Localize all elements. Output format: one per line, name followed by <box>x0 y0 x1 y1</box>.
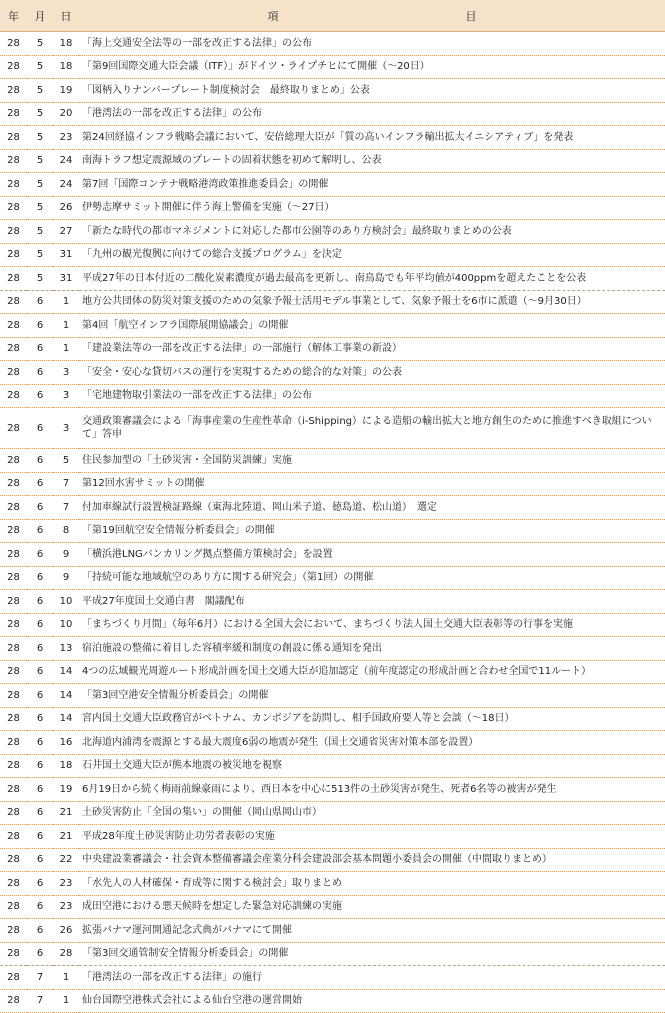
cell-item: 「港湾法の一部を改正する法律」の公布 <box>79 102 665 126</box>
cell-year: 28 <box>0 754 27 778</box>
cell-day: 1 <box>53 989 79 1013</box>
cell-year: 28 <box>0 408 27 449</box>
cell-day: 14 <box>53 660 79 684</box>
cell-day: 9 <box>53 566 79 590</box>
cell-month: 5 <box>27 149 53 173</box>
cell-month: 6 <box>27 660 53 684</box>
table-row <box>0 895 665 919</box>
cell-item: 成田空港における悪天候時を想定した緊急対応訓練の実施 <box>79 895 665 919</box>
table-row <box>0 173 665 197</box>
cell-item: 「第9回国際交通大臣会議（ITF）」がドイツ・ライプチヒにて開催（〜20日） <box>79 55 665 79</box>
cell-day: 18 <box>53 754 79 778</box>
cell-item: 「九州の観光復興に向けての総合支援プログラム」を決定 <box>79 243 665 267</box>
table-row <box>0 989 665 1013</box>
cell-year: 28 <box>0 196 27 220</box>
cell-year: 28 <box>0 895 27 919</box>
cell-month: 6 <box>27 384 53 408</box>
table-row <box>0 872 665 896</box>
cell-year: 28 <box>0 660 27 684</box>
cell-day: 28 <box>53 942 79 966</box>
table-row <box>0 314 665 338</box>
cell-day: 7 <box>53 496 79 520</box>
cell-month: 6 <box>27 613 53 637</box>
cell-year: 28 <box>0 149 27 173</box>
cell-item: 「宅地建物取引業法の一部を改正する法律」の公布 <box>79 384 665 408</box>
cell-month: 6 <box>27 290 53 314</box>
cell-year: 28 <box>0 919 27 943</box>
cell-day: 31 <box>53 267 79 291</box>
cell-item: 「まちづくり月間」（毎年6月）における全国大会において、まちづくり法人国土交通大臣表彰等の行事を実施 <box>79 613 665 637</box>
cell-day: 23 <box>53 872 79 896</box>
cell-day: 9 <box>53 543 79 567</box>
cell-item: 平成27年の日本付近の二酸化炭素濃度が過去最高を更新し、南鳥島でも年平均値が400ppmを超えたことを公表 <box>79 267 665 291</box>
cell-item: 宿泊施設の整備に着目した容積率緩和制度の創設に係る通知を発出 <box>79 637 665 661</box>
cell-item: 第4回「航空インフラ国際展開協議会」の開催 <box>79 314 665 338</box>
cell-month: 6 <box>27 895 53 919</box>
table-row <box>0 196 665 220</box>
cell-year: 28 <box>0 243 27 267</box>
cell-item: 拡張パナマ運河開通記念式典がパナマにて開催 <box>79 919 665 943</box>
cell-day: 3 <box>53 408 79 449</box>
cell-item: 石井国土交通大臣が熊本地震の被災地を視察 <box>79 754 665 778</box>
cell-item: 宮内国土交通大臣政務官がベトナム、カンボジアを訪問し、相手国政府要人等と会談（〜18日） <box>79 707 665 731</box>
cell-year: 28 <box>0 684 27 708</box>
cell-item: 「図柄入りナンバープレート制度検討会 最終取りまとめ」公表 <box>79 79 665 103</box>
cell-year: 28 <box>0 966 27 990</box>
cell-day: 3 <box>53 384 79 408</box>
cell-month: 6 <box>27 472 53 496</box>
table-row <box>0 825 665 849</box>
cell-month: 5 <box>27 32 53 56</box>
header-month: 月 <box>27 0 53 32</box>
cell-day: 23 <box>53 126 79 150</box>
table-row <box>0 267 665 291</box>
table-row <box>0 919 665 943</box>
cell-year: 28 <box>0 801 27 825</box>
cell-month: 6 <box>27 778 53 802</box>
cell-item: 付加車線試行設置検証路線（東海北陸道、岡山米子道、徳島道、松山道） 選定 <box>79 496 665 520</box>
cell-month: 6 <box>27 519 53 543</box>
cell-year: 28 <box>0 613 27 637</box>
cell-month: 5 <box>27 196 53 220</box>
table-row <box>0 102 665 126</box>
cell-month: 7 <box>27 989 53 1013</box>
cell-item: 土砂災害防止「全国の集い」の開催（岡山県岡山市） <box>79 801 665 825</box>
cell-day: 26 <box>53 919 79 943</box>
cell-year: 28 <box>0 825 27 849</box>
table-row <box>0 754 665 778</box>
cell-month: 5 <box>27 79 53 103</box>
cell-day: 23 <box>53 895 79 919</box>
cell-item: 第24回経協インフラ戦略会議において、安倍総理大臣が「質の高いインフラ輸出拡大イニシアティブ」を発表 <box>79 126 665 150</box>
cell-year: 28 <box>0 731 27 755</box>
cell-item: 「建設業法等の一部を改正する法律」の一部施行（解体工事業の新設） <box>79 337 665 361</box>
cell-day: 7 <box>53 472 79 496</box>
cell-month: 6 <box>27 566 53 590</box>
cell-item: 「第3回交通管制安全情報分析委員会」の開催 <box>79 942 665 966</box>
table-row <box>0 660 665 684</box>
cell-day: 22 <box>53 848 79 872</box>
cell-month: 5 <box>27 102 53 126</box>
table-row <box>0 590 665 614</box>
cell-item: 「横浜港LNGバンカリング拠点整備方策検討会」を設置 <box>79 543 665 567</box>
table-row <box>0 290 665 314</box>
cell-year: 28 <box>0 267 27 291</box>
table-row <box>0 637 665 661</box>
table-row <box>0 684 665 708</box>
cell-month: 6 <box>27 872 53 896</box>
cell-month: 6 <box>27 707 53 731</box>
cell-year: 28 <box>0 778 27 802</box>
table-row <box>0 848 665 872</box>
cell-month: 6 <box>27 801 53 825</box>
cell-year: 28 <box>0 337 27 361</box>
header-item: 項 目 <box>79 0 665 32</box>
cell-month: 5 <box>27 55 53 79</box>
cell-month: 6 <box>27 408 53 449</box>
cell-item: 「持続可能な地域航空のあり方に関する研究会」（第1回）の開催 <box>79 566 665 590</box>
cell-day: 19 <box>53 79 79 103</box>
cell-item: 仙台国際空港株式会社による仙台空港の運営開始 <box>79 989 665 1013</box>
table-row <box>0 337 665 361</box>
cell-day: 20 <box>53 102 79 126</box>
header-day: 日 <box>53 0 79 32</box>
cell-day: 3 <box>53 361 79 385</box>
table-header <box>0 0 665 32</box>
cell-day: 1 <box>53 290 79 314</box>
cell-item: 「水先人の人材確保・育成等に関する検討会」取りまとめ <box>79 872 665 896</box>
cell-day: 21 <box>53 825 79 849</box>
cell-month: 6 <box>27 314 53 338</box>
cell-year: 28 <box>0 872 27 896</box>
cell-month: 6 <box>27 754 53 778</box>
cell-year: 28 <box>0 566 27 590</box>
table-row <box>0 496 665 520</box>
cell-day: 10 <box>53 590 79 614</box>
cell-day: 26 <box>53 196 79 220</box>
cell-month: 6 <box>27 942 53 966</box>
cell-month: 7 <box>27 966 53 990</box>
table-row <box>0 384 665 408</box>
table-row <box>0 32 665 56</box>
cell-month: 6 <box>27 543 53 567</box>
cell-day: 13 <box>53 637 79 661</box>
cell-day: 5 <box>53 449 79 473</box>
cell-month: 6 <box>27 590 53 614</box>
table-row <box>0 472 665 496</box>
cell-year: 28 <box>0 361 27 385</box>
header-year: 年 <box>0 0 27 32</box>
cell-year: 28 <box>0 79 27 103</box>
table-row <box>0 707 665 731</box>
cell-month: 6 <box>27 637 53 661</box>
cell-year: 28 <box>0 848 27 872</box>
cell-day: 14 <box>53 684 79 708</box>
cell-day: 16 <box>53 731 79 755</box>
table-row <box>0 149 665 173</box>
cell-year: 28 <box>0 290 27 314</box>
cell-month: 5 <box>27 267 53 291</box>
cell-month: 6 <box>27 496 53 520</box>
cell-day: 1 <box>53 337 79 361</box>
cell-day: 18 <box>53 32 79 56</box>
table-row <box>0 220 665 244</box>
cell-day: 10 <box>53 613 79 637</box>
cell-item: 伊勢志摩サミット開催に伴う海上警備を実施（〜27日） <box>79 196 665 220</box>
cell-year: 28 <box>0 590 27 614</box>
cell-item: 「港湾法の一部を改正する法律」の施行 <box>79 966 665 990</box>
cell-day: 8 <box>53 519 79 543</box>
cell-month: 5 <box>27 243 53 267</box>
cell-item: 平成27年度国土交通白書 閣議配布 <box>79 590 665 614</box>
cell-item: 4つの広域観光周遊ルート形成計画を国土交通大臣が追加認定（前年度認定の形成計画と合わせ全国で11ルート） <box>79 660 665 684</box>
table-row <box>0 778 665 802</box>
cell-year: 28 <box>0 102 27 126</box>
cell-year: 28 <box>0 220 27 244</box>
cell-year: 28 <box>0 637 27 661</box>
cell-item: 「海上交通安全法等の一部を改正する法律」の公布 <box>79 32 665 56</box>
cell-item: 平成28年度土砂災害防止功労者表彰の実施 <box>79 825 665 849</box>
table-row <box>0 966 665 990</box>
cell-year: 28 <box>0 543 27 567</box>
cell-day: 31 <box>53 243 79 267</box>
cell-item: 第12回水害サミットの開催 <box>79 472 665 496</box>
cell-month: 6 <box>27 848 53 872</box>
cell-year: 28 <box>0 314 27 338</box>
table-row <box>0 243 665 267</box>
table-row <box>0 613 665 637</box>
cell-day: 19 <box>53 778 79 802</box>
cell-month: 6 <box>27 919 53 943</box>
cell-day: 18 <box>53 55 79 79</box>
cell-day: 14 <box>53 707 79 731</box>
cell-month: 6 <box>27 731 53 755</box>
cell-day: 27 <box>53 220 79 244</box>
table-row <box>0 801 665 825</box>
cell-month: 6 <box>27 337 53 361</box>
cell-item: 中央建設業審議会・社会資本整備審議会産業分科会建設部会基本問題小委員会の開催（中間取りまとめ） <box>79 848 665 872</box>
cell-year: 28 <box>0 496 27 520</box>
cell-month: 6 <box>27 449 53 473</box>
cell-month: 6 <box>27 825 53 849</box>
table-row <box>0 408 665 449</box>
cell-item: 地方公共団体の防災対策支援のための気象予報士活用モデル事業として、気象予報士を6市に派遣（〜9月30日） <box>79 290 665 314</box>
table-row <box>0 566 665 590</box>
cell-item: 「第3回空港安全情報分析委員会」の開催 <box>79 684 665 708</box>
table-row <box>0 519 665 543</box>
cell-item: 「安全・安心な貸切バスの運行を実現するための総合的な対策」の公表 <box>79 361 665 385</box>
cell-day: 24 <box>53 173 79 197</box>
cell-month: 6 <box>27 361 53 385</box>
table-row <box>0 126 665 150</box>
cell-month: 6 <box>27 684 53 708</box>
cell-year: 28 <box>0 519 27 543</box>
cell-month: 5 <box>27 220 53 244</box>
table-row <box>0 942 665 966</box>
cell-year: 28 <box>0 173 27 197</box>
cell-year: 28 <box>0 126 27 150</box>
cell-item: 住民参加型の「土砂災害・全国防災訓練」実施 <box>79 449 665 473</box>
cell-year: 28 <box>0 472 27 496</box>
cell-month: 5 <box>27 126 53 150</box>
table-row <box>0 79 665 103</box>
cell-item: 交通政策審議会による「海事産業の生産性革命（i-Shipping）による造船の輸出拡大と地方創生のために推進すべき取組について」答申 <box>79 408 665 449</box>
cell-year: 28 <box>0 989 27 1013</box>
table-row <box>0 543 665 567</box>
cell-month: 5 <box>27 173 53 197</box>
cell-day: 1 <box>53 966 79 990</box>
cell-year: 28 <box>0 449 27 473</box>
cell-item: 6月19日から続く梅雨前線豪雨により、西日本を中心に513件の土砂災害が発生、死者6名等の被害が発生 <box>79 778 665 802</box>
cell-item: 北海道内浦湾を震源とする最大震度6弱の地震が発生（国土交通省災害対策本部を設置） <box>79 731 665 755</box>
cell-year: 28 <box>0 942 27 966</box>
cell-day: 21 <box>53 801 79 825</box>
cell-day: 24 <box>53 149 79 173</box>
cell-day: 1 <box>53 314 79 338</box>
cell-year: 28 <box>0 55 27 79</box>
cell-item: 南海トラフ想定震源域のプレートの固着状態を初めて解明し、公表 <box>79 149 665 173</box>
header-row <box>0 0 665 32</box>
cell-item: 第7回「国際コンテナ戦略港湾政策推進委員会」の開催 <box>79 173 665 197</box>
table-body <box>0 32 665 1013</box>
cell-year: 28 <box>0 32 27 56</box>
table-row <box>0 55 665 79</box>
table-row <box>0 449 665 473</box>
table-row <box>0 731 665 755</box>
table-row <box>0 361 665 385</box>
cell-item: 「第19回航空安全情報分析委員会」の開催 <box>79 519 665 543</box>
cell-year: 28 <box>0 707 27 731</box>
cell-item: 「新たな時代の都市マネジメントに対応した都市公園等のあり方検討会」最終取りまとめの公表 <box>79 220 665 244</box>
cell-year: 28 <box>0 384 27 408</box>
